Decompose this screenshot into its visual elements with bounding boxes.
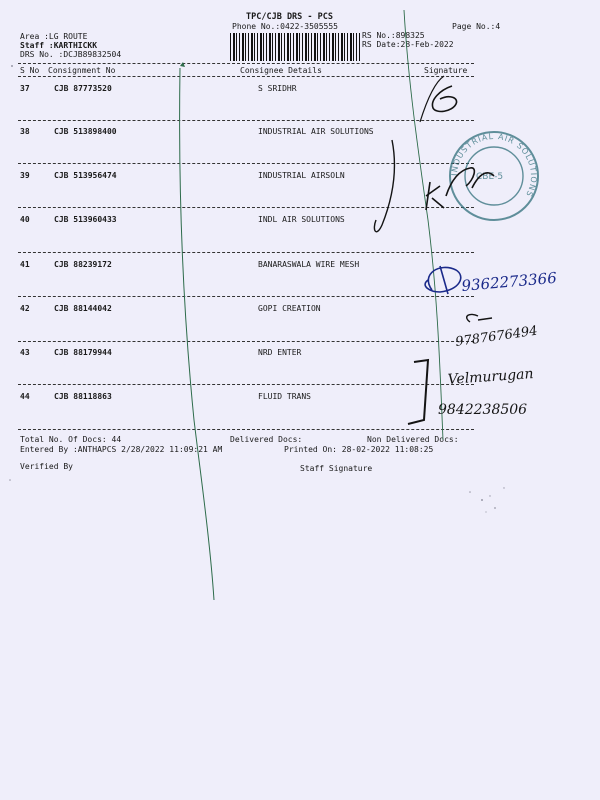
col-signature: Signature xyxy=(424,66,468,75)
handwritten-phone-2: 9787676494 xyxy=(454,323,539,350)
row-consignee: BANARASWALA WIRE MESH xyxy=(258,260,360,269)
handwritten-signature-43: Velmurugan xyxy=(447,366,534,388)
row-sno: 43 xyxy=(20,348,30,357)
row-consignment: CJB 513956474 xyxy=(54,171,117,180)
row-sno: 41 xyxy=(20,260,30,269)
signature-mark xyxy=(432,86,456,111)
row-sno: 37 xyxy=(20,84,30,93)
report-title: TPC/CJB DRS - PCS xyxy=(246,12,333,22)
non-delivered-docs: Non Delivered Docs: xyxy=(367,435,459,444)
stamp-ring-text: INDUSTRIAL AIR SOLUTIONS xyxy=(449,131,539,199)
row-consignment: CJB 88179944 xyxy=(54,348,112,357)
page-number: Page No.:4 xyxy=(452,22,501,31)
printed-on: Printed On: 28-02-2022 11:08:25 xyxy=(284,445,434,454)
row-consignment: CJB 513960433 xyxy=(54,215,117,224)
staff-signature-label: Staff Signature xyxy=(300,464,373,473)
row-consignment: CJB 513898400 xyxy=(54,127,117,136)
rs-number: RS No.:898325 xyxy=(362,31,425,40)
row-consignee: NRD ENTER xyxy=(258,348,302,357)
col-consignment: Consignment No xyxy=(48,66,116,75)
green-line xyxy=(404,10,443,440)
signature-mark xyxy=(425,266,461,294)
handwritten-phone-1: 9362273366 xyxy=(460,268,558,295)
row-consignee: FLUID TRANS xyxy=(258,392,311,401)
row-consignee: INDUSTRIAL AIRSOLN xyxy=(258,171,345,180)
col-sno: S No xyxy=(20,66,40,75)
line-marker xyxy=(180,62,185,67)
row-sno: 42 xyxy=(20,304,30,313)
stamp-center-text: CBE-5 xyxy=(476,172,504,182)
row-consignee: INDL AIR SOLUTIONS xyxy=(258,215,345,224)
row-sno: 40 xyxy=(20,215,30,224)
row-consignee: GOPI CREATION xyxy=(258,304,321,313)
drs-number: DRS No. :DCJB89832504 xyxy=(20,50,122,59)
company-stamp xyxy=(450,132,538,220)
row-consignee: INDUSTRIAL AIR SOLUTIONS xyxy=(258,127,374,136)
total-docs: Total No. Of Docs: 44 xyxy=(20,435,122,444)
staff-label: Staff :KARTHICKK xyxy=(20,41,98,50)
row-consignee: S SRIDHR xyxy=(258,84,297,93)
area-label: Area :LG ROUTE xyxy=(20,32,88,41)
row-sno: 44 xyxy=(20,392,30,401)
col-consignee: Consignee Details xyxy=(240,66,322,75)
signature-stroke xyxy=(374,140,394,232)
green-line xyxy=(180,68,214,600)
row-consignment: CJB 88118863 xyxy=(54,392,112,401)
bracket-mark xyxy=(408,360,428,424)
rs-date: RS Date:28-Feb-2022 xyxy=(362,40,454,49)
entered-by: Entered By :ANTHAPCS 2/28/2022 11:09:21 AM xyxy=(20,445,223,454)
signature-mark xyxy=(467,314,492,322)
delivered-docs: Delivered Docs: xyxy=(230,435,303,444)
row-consignment: CJB 88144042 xyxy=(54,304,112,313)
row-consignment: CJB 88239172 xyxy=(54,260,112,269)
row-sno: 38 xyxy=(20,127,30,136)
phone-number: Phone No.:0422-3505555 xyxy=(232,22,338,31)
row-sno: 39 xyxy=(20,171,30,180)
row-consignment: CJB 87773520 xyxy=(54,84,112,93)
handwritten-phone-3: 9842238506 xyxy=(438,402,528,418)
verified-by: Verified By xyxy=(20,462,73,471)
